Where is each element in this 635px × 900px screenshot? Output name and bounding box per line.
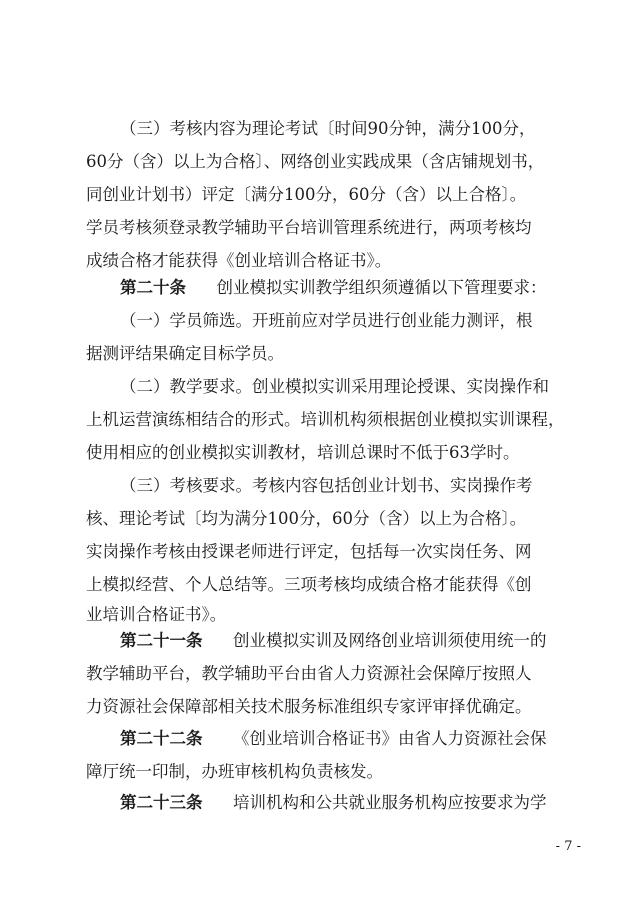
paragraph-line: 核、理论考试〔均为满分100分，60分（含）以上为合格〕。 bbox=[86, 509, 527, 528]
paragraph-line: （三）考核要求。考核内容包括创业计划书、实岗操作考 bbox=[120, 476, 533, 495]
paragraph-line: 60分（含）以上为合格〕、网络创业实践成果（含店铺规划书， bbox=[86, 152, 545, 171]
paragraph-line: 上机运营演练相结合的形式。培训机构须根据创业模拟实训课程， bbox=[86, 410, 565, 429]
article-23-line: 第二十三条 培训机构和公共就业服务机构应按要求为学 bbox=[120, 793, 547, 812]
paragraph-line: （三）考核内容为理论考试〔时间90分钟，满分100分， bbox=[120, 119, 536, 138]
article-heading: 第二十条 bbox=[120, 278, 186, 297]
article-heading: 第二十二条 bbox=[120, 729, 203, 748]
article-heading: 第二十三条 bbox=[120, 793, 203, 812]
paragraph-line: 使用相应的创业模拟实训教材，培训总课时不低于63学时。 bbox=[86, 443, 520, 462]
paragraph-line: （二）教学要求。创业模拟实训采用理论授课、实岗操作和 bbox=[120, 377, 549, 396]
article-heading: 第二十一条 bbox=[120, 631, 203, 650]
article-21-line: 第二十一条 创业模拟实训及网络创业培训须使用统一的 bbox=[120, 631, 547, 650]
paragraph-line: 据测评结果确定目标学员。 bbox=[86, 344, 284, 363]
article-20-line: 第二十条 创业模拟实训教学组织须遵循以下管理要求： bbox=[120, 278, 547, 297]
paragraph-line: 同创业计划书）评定〔满分100分，60分（含）以上合格〕。 bbox=[86, 185, 527, 204]
paragraph-line: （一）学员筛选。开班前应对学员进行创业能力测评，根 bbox=[120, 311, 533, 330]
paragraph-line: 业培训合格证书》。 bbox=[86, 605, 227, 624]
paragraph-line: 上模拟经营、个人总结等。三项考核均成绩合格才能获得《创 bbox=[86, 575, 532, 594]
article-22-line: 第二十二条 《创业培训合格证书》由省人力资源社会保 bbox=[120, 729, 547, 748]
page-number: - 7 - bbox=[555, 839, 581, 854]
paragraph-line: 学员考核须登录教学辅助平台培训管理系统进行，两项考核均 bbox=[86, 218, 532, 237]
paragraph-line: 障厅统一印制，办班审核机构负责核发。 bbox=[86, 762, 383, 781]
paragraph-line: 实岗操作考核由授课老师进行评定，包括每一次实岗任务、网 bbox=[86, 542, 532, 561]
paragraph-line: 力资源社会保障部相关技术服务标准组织专家评审择优确定。 bbox=[86, 697, 532, 716]
paragraph-line: 成绩合格才能获得《创业培训合格证书》。 bbox=[86, 251, 392, 270]
paragraph-line: 教学辅助平台，教学辅助平台由省人力资源社会保障厅按照人 bbox=[86, 664, 532, 683]
